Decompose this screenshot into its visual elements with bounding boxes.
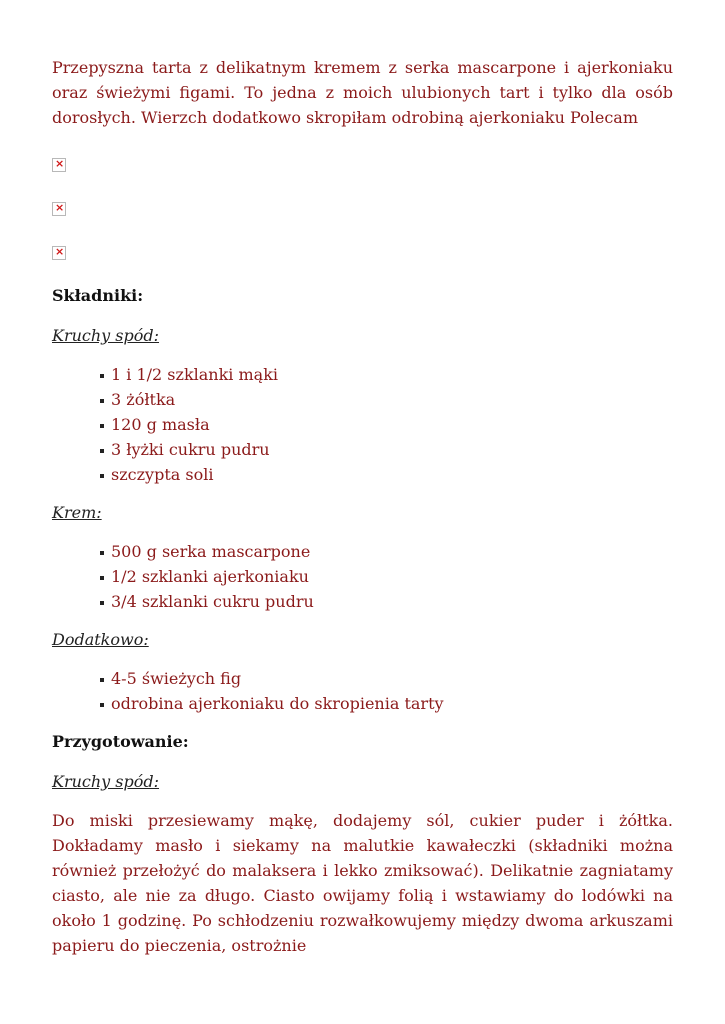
broken-image-icon: × [52,158,66,172]
method-crust-subheading: Kruchy spód: [52,772,160,791]
preparation-heading: Przygotowanie: [52,732,189,751]
list-item: 3/4 szklanki cukru pudru [100,589,673,614]
cream-ingredients-list [52,539,673,614]
intro-paragraph: Przepyszna tarta z delikatnym kremem z serka mascarpone i ajerkoniaku oraz świeżymi figami. To jedna z moich ulubionych tart i tylko dla osób dorosłych. Wierzch dodatkowo skropiłam odrobiną ajerkoniaku Polecam [52,58,673,127]
extra-ingredients-list [52,666,673,716]
cream-subheading: Krem: [52,503,102,522]
list-item: 500 g serka mascarpone [100,539,673,564]
list-item: 3 żółtka [100,387,673,412]
list-item: 3 łyżki cukru pudru [100,437,673,462]
list-item: odrobina ajerkoniaku do skropienia tarty [100,691,673,716]
list-item: 1/2 szklanki ajerkoniaku [100,564,673,589]
list-item: 4-5 świeżych fig [100,666,673,691]
broken-image-icon: × [52,246,66,260]
list-item: 120 g masła [100,412,673,437]
method-crust-paragraph: Do miski przesiewamy mąkę, dodajemy sól, cukier puder i żółtka. Dokładamy masło i siekamy na malutkie kawałeczki (składniki można również przełożyć do malaksera i lekko zmiksować). Delikatnie zagniatamy ciasto, ale nie za długo. Ciasto owijamy folią i wstawiamy do lodówki na około 1 godzinę. Po schłodzeniu rozwałkowujemy między dwoma arkuszami papieru do pieczenia, ostrożnie [52,811,673,955]
extra-subheading: Dodatkowo: [52,630,149,649]
crust-subheading: Kruchy spód: [52,326,160,345]
ingredients-heading: Składniki: [52,286,144,305]
article-content [52,55,673,958]
list-item: 1 i 1/2 szklanki mąki [100,362,673,387]
list-item: szczypta soli [100,462,673,487]
crust-ingredients-list [52,362,673,487]
broken-image-icon: × [52,202,66,216]
